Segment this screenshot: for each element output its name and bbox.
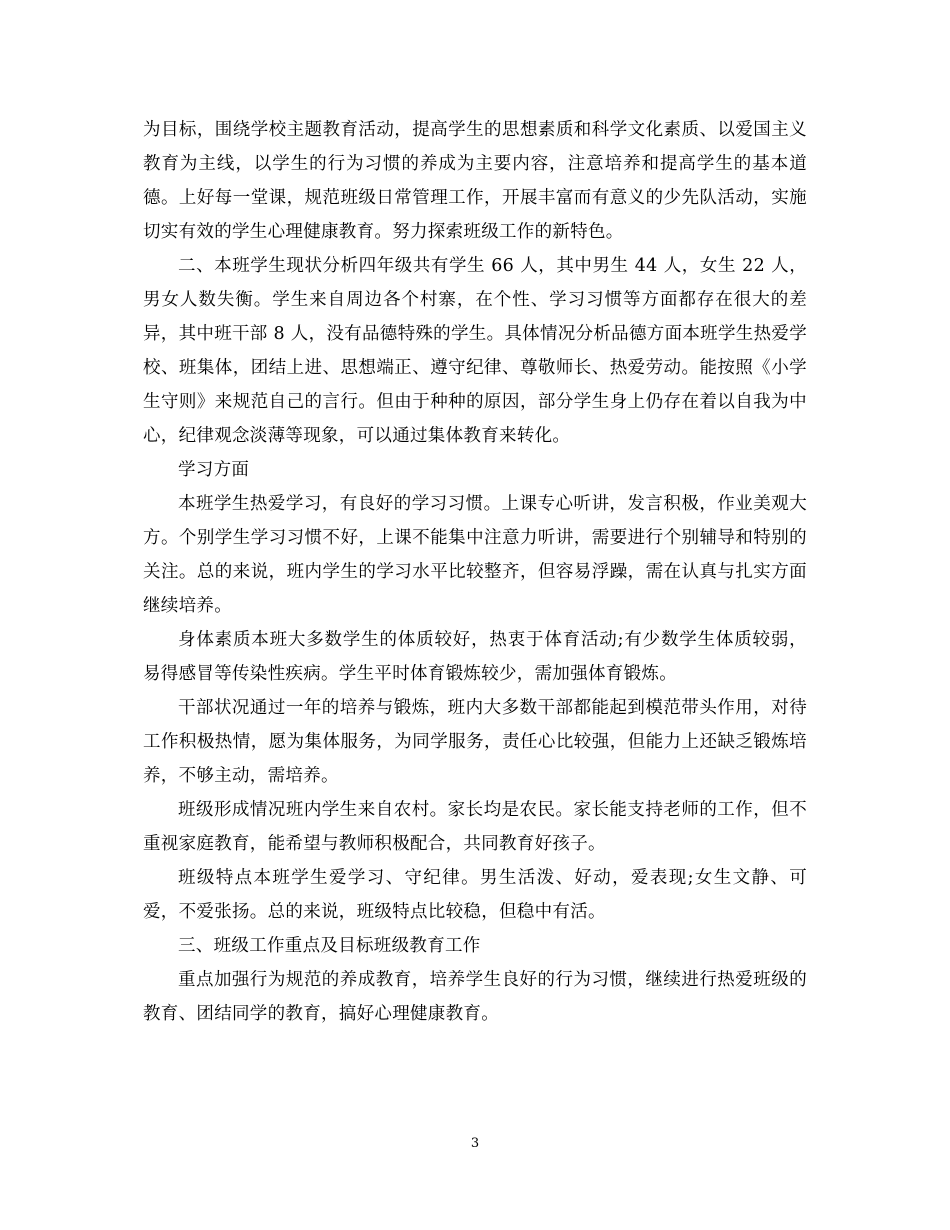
paragraph-behavior-education: 重点加强行为规范的养成教育，培养学生良好的行为习惯，继续进行热爱班级的教育、团结同学的教育，搞好心理健康教育。 (143, 970, 807, 1024)
paragraph-study-habits: 本班学生热爱学习，有良好的学习习惯。上课专心听讲，发言积极，作业美观大方。个别学生学习习惯不好，上课不能集中注意力听讲，需要进行个别辅导和特别的关注。总的来说，班内学生的学习水平比较整齐，但容易浮躁，需在认真与扎实方面继续培养。 (143, 494, 807, 616)
section-heading-study: 学习方面 (178, 460, 250, 480)
paragraph-class-characteristics: 班级特点本班学生爱学习、守纪律。男生活泼、好动，爱表现;女生文静、可爱，不爱张扬。总的来说，班级特点比较稳，但稳中有活。 (143, 868, 807, 922)
paragraph-cadre-status: 干部状况通过一年的培养与锻炼，班内大多数干部都能起到模范带头作用，对待工作积极热情，愿为集体服务，为同学服务，责任心比较强，但能力上还缺乏锻炼培养，不够主动，需培养。 (143, 698, 807, 786)
page-number: 3 (470, 1136, 480, 1151)
section-heading-work-focus: 三、班级工作重点及目标班级教育工作 (178, 936, 481, 956)
document-body (143, 113, 807, 1031)
paragraph-class-formation: 班级形成情况班内学生来自农村。家长均是农民。家长能支持老师的工作，但不重视家庭教育，能希望与教师积极配合，共同教育好孩子。 (143, 800, 807, 854)
paragraph-continuation: 为目标，围绕学校主题教育活动，提高学生的思想素质和科学文化素质、以爱国主义教育为主线，以学生的行为习惯的养成为主要内容，注意培养和提高学生的基本道德。上好每一堂课，规范班级日常管理工作，开展丰富而有意义的少先队活动，实施切实有效的学生心理健康教育。努力探索班级工作的新特色。 (143, 120, 807, 242)
paragraph-class-status-analysis: 二、本班学生现状分析四年级共有学生 66 人，其中男生 44 人，女生 22 人，男女人数失衡。学生来自周边各个村寨，在个性、学习习惯等方面都存在很大的差异，其中班干部 8 人，没有品德特殊的学生。具体情况分析品德方面本班学生热爱学校、班集体，团结上进、思想端正、遵守纪律、尊敬师长、热爱劳动。能按照《小学生守则》来规范自己的言行。但由于种种的原因，部分学生身上仍存在着以自我为中心，纪律观念淡薄等现象，可以通过集体教育来转化。 (143, 256, 807, 446)
paragraph-physical-fitness: 身体素质本班大多数学生的体质较好，热衷于体育活动;有少数学生体质较弱，易得感冒等传染性疾病。学生平时体育锻炼较少，需加强体育锻炼。 (143, 630, 807, 684)
